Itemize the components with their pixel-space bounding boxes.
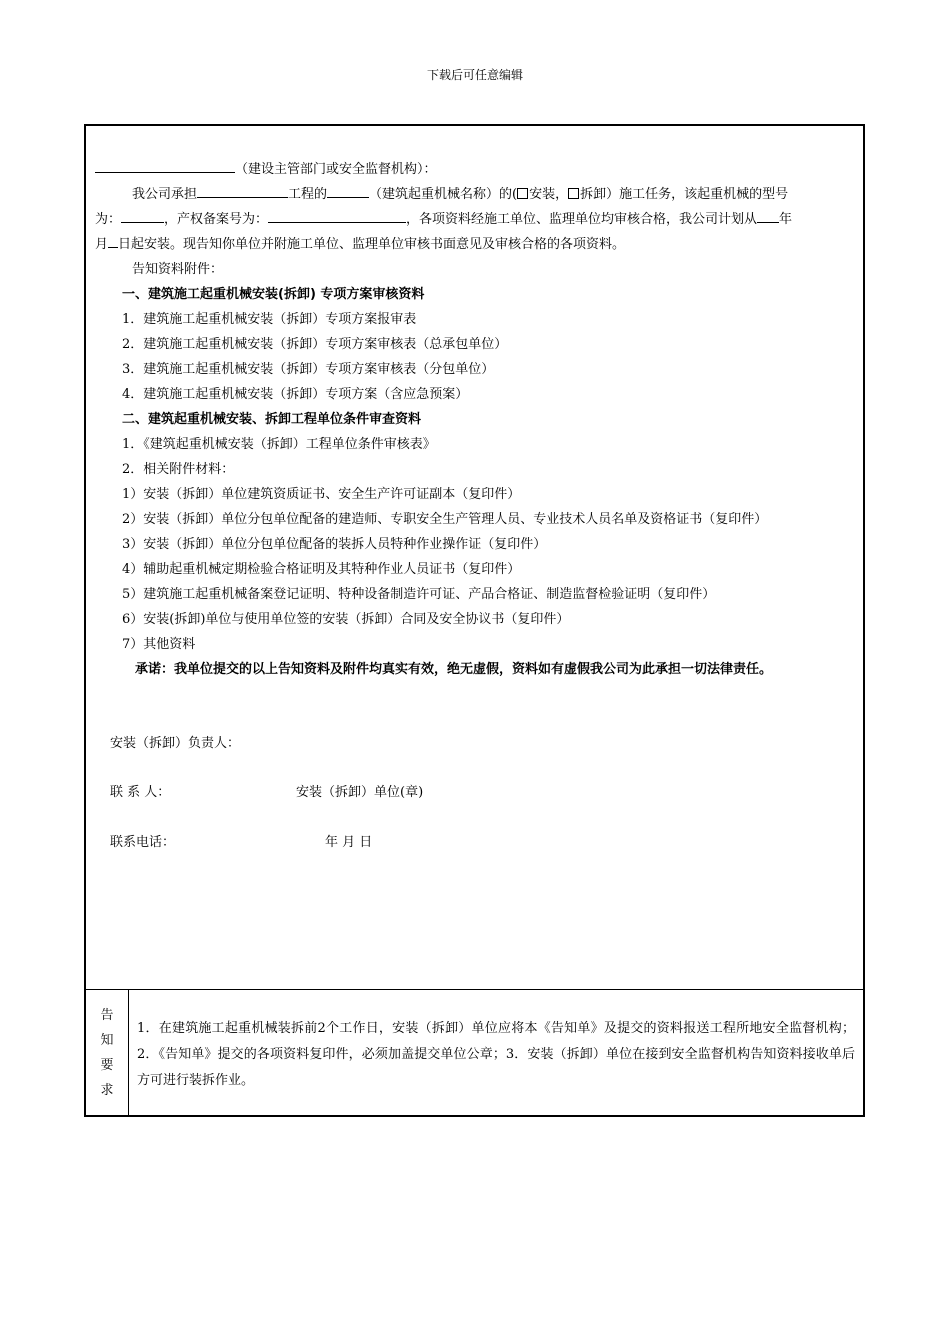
addressee-blank[interactable]	[95, 159, 235, 173]
intro-line-3: 月 日起安装。现告知你单位并附施工单位、监理单位审核书面意见及审核合格的各项资料。	[95, 233, 625, 252]
year-blank[interactable]	[757, 209, 779, 223]
form-body	[86, 126, 863, 990]
section2-item: 6）安装(拆卸)单位与使用单位签的安装（拆卸）合同及安全协议书（复印件）	[122, 612, 570, 627]
section2-item: 1．《建筑起重机械安装（拆卸）工程单位条件审核表》	[122, 437, 436, 452]
date-label: 年 月 日	[325, 835, 373, 850]
machine-name-blank[interactable]	[327, 184, 369, 198]
section1-title: 一、建筑施工起重机械安装(拆卸) 专项方案审核资料	[122, 287, 425, 302]
section2-item: 1）安装（拆卸）单位建筑资质证书、安全生产许可证副本（复印件）	[122, 487, 521, 502]
addressee-line: （建设主管部门或安全监督机构）：	[95, 158, 437, 177]
commitment-statement: 承诺：我单位提交的以上告知资料及附件均真实有效，绝无虚假，资料如有虚假我公司为此承担一切法律责任。	[135, 662, 773, 677]
section1-item: 3．建筑施工起重机械安装（拆卸）专项方案审核表（分包单位）	[122, 362, 495, 377]
model-blank[interactable]	[121, 209, 164, 223]
section2-item: 5）建筑施工起重机械备案登记证明、特种设备制造许可证、产品合格证、制造监督检验证明（复印件）	[122, 587, 716, 602]
section2-item: 2．相关附件材料：	[122, 462, 235, 477]
section2-item: 7）其他资料	[122, 637, 196, 652]
attachments-label: 告知资料附件：	[132, 262, 224, 277]
notification-form	[84, 124, 865, 1117]
contact-label: 联 系 人：	[110, 785, 171, 800]
intro-line-2: 为： ，产权备案号为： ，各项资料经施工单位、监理单位均审核合格，我公司计划从 年	[95, 208, 792, 227]
section2-title: 二、建筑起重机械安装、拆卸工程单位条件审查资料	[122, 412, 422, 427]
requirements-label: 告 知 要 求	[86, 990, 129, 1115]
remove-checkbox[interactable]	[568, 188, 579, 199]
project-blank[interactable]	[197, 184, 288, 198]
section1-item: 2．建筑施工起重机械安装（拆卸）专项方案审核表（总承包单位）	[122, 337, 508, 352]
header-note: 下载后可任意编辑	[426, 68, 523, 82]
unit-seal-label: 安装（拆卸）单位(章)	[296, 785, 424, 800]
record-number-blank[interactable]	[268, 209, 406, 223]
section2-item: 2）安装（拆卸）单位分包单位配备的建造师、专职安全生产管理人员、专业技术人员名单及资格证书（复印件）	[122, 512, 768, 527]
requirements-text: 1．在建筑施工起重机械装拆前2个工作日，安装（拆卸）单位应将本《告知单》及提交的资料报送工程所地安全监督机构；2．《告知单》提交的各项资料复印件，必须加盖提交单位公章；3．安装（拆卸）单位在接到安全监督机构告知资料接收单后方可进行装拆作业。	[137, 1021, 855, 1088]
section1-item: 1．建筑施工起重机械安装（拆卸）专项方案报审表	[122, 312, 417, 327]
day-blank[interactable]	[108, 234, 118, 248]
section2-item: 3）安装（拆卸）单位分包单位配备的装拆人员特种作业操作证（复印件）	[122, 537, 547, 552]
phone-label: 联系电话：	[110, 835, 176, 850]
intro-line-1: 我公司承担 工程的 （建筑起重机械名称）的( 安装， 拆卸）施工任务，该起重机械的型号	[132, 183, 788, 202]
person-in-charge-label: 安装（拆卸）负责人：	[110, 736, 241, 751]
install-checkbox[interactable]	[517, 188, 528, 199]
section2-item: 4）辅助起重机械定期检验合格证明及其特种作业人员证书（复印件）	[122, 562, 521, 577]
section1-item: 4．建筑施工起重机械安装（拆卸）专项方案（含应急预案）	[122, 387, 469, 402]
